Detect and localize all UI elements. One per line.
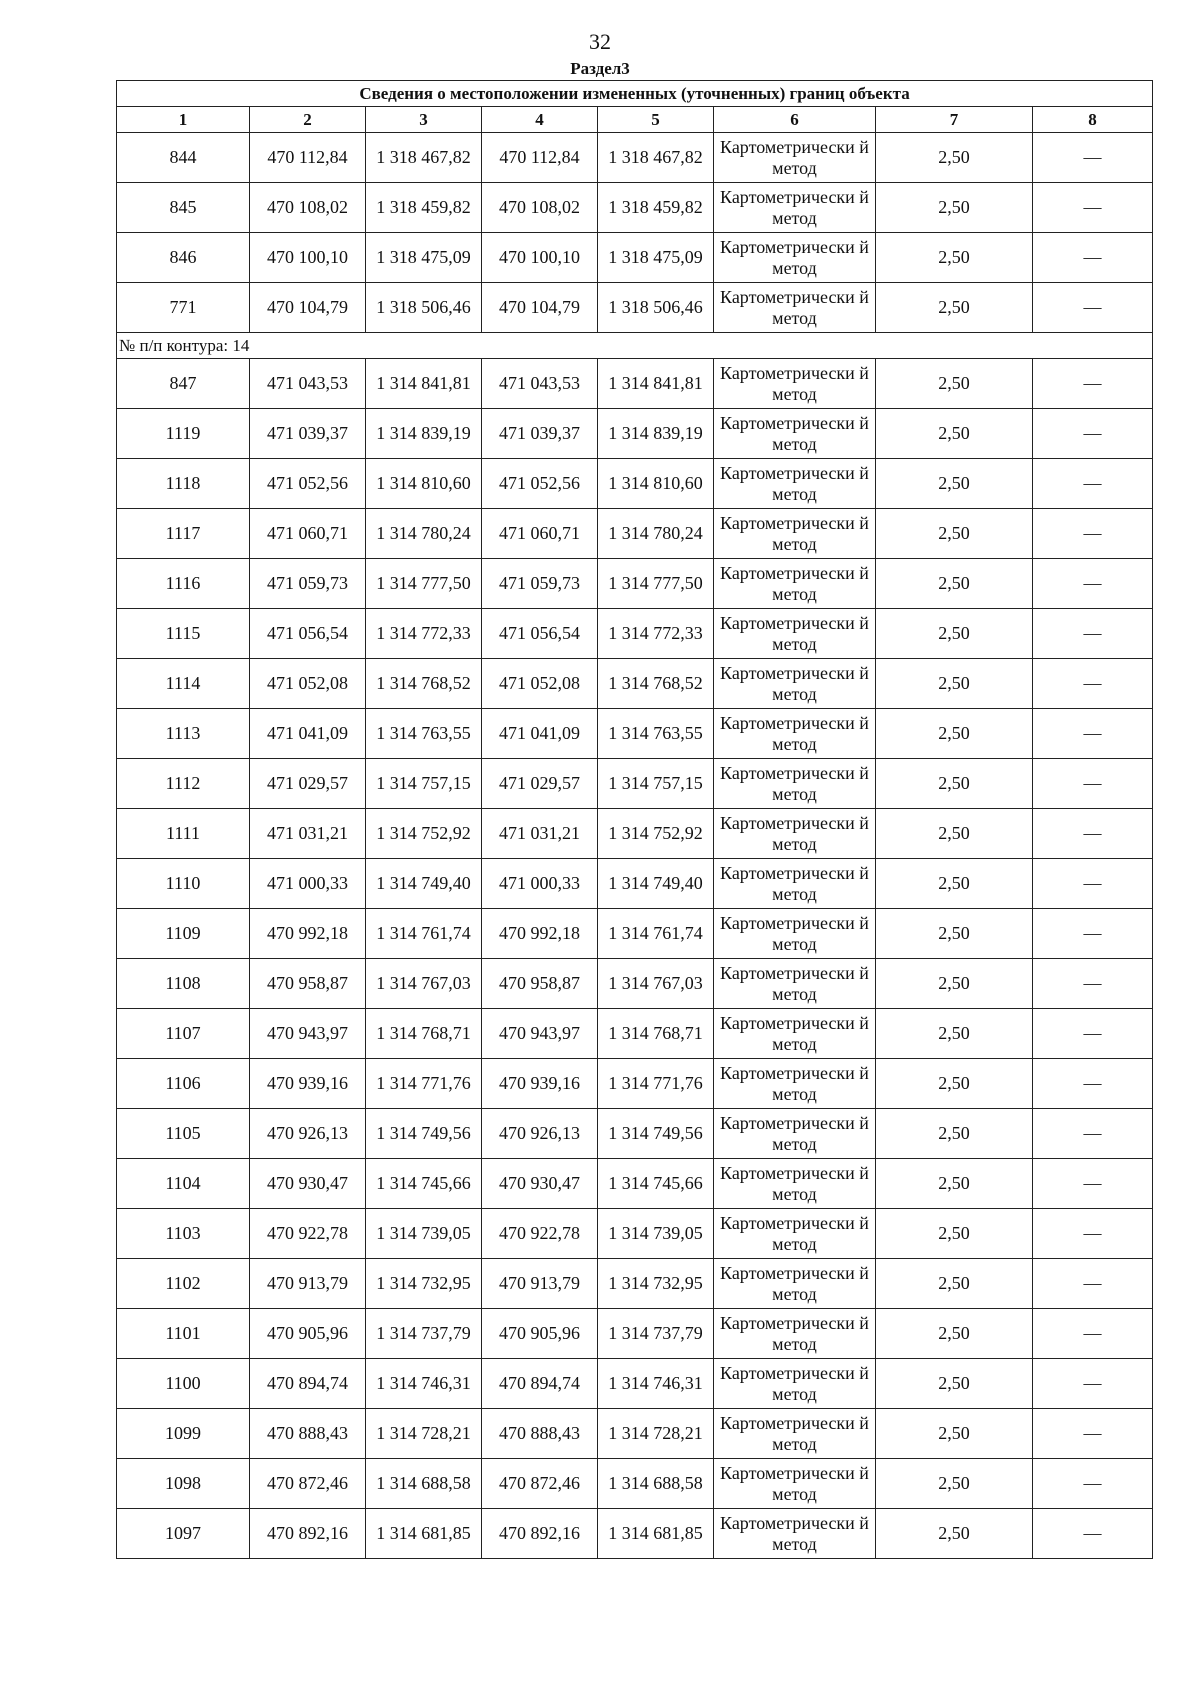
cell-point-number: 1111 — [117, 809, 250, 859]
table-caption-row — [117, 81, 1153, 107]
cell-point-number: 771 — [117, 283, 250, 333]
cell-y-new: 1 314 780,24 — [598, 509, 714, 559]
cell-y-existing: 1 318 475,09 — [366, 233, 482, 283]
cell-note: — — [1033, 283, 1153, 333]
cell-method: Картометрически й метод — [714, 1209, 876, 1259]
column-number-6: 6 — [714, 107, 876, 133]
cell-point-number: 1116 — [117, 559, 250, 609]
cell-accuracy: 2,50 — [876, 283, 1033, 333]
cell-x-new: 470 104,79 — [482, 283, 598, 333]
cell-point-number: 1112 — [117, 759, 250, 809]
table-row — [117, 1009, 1153, 1059]
cell-y-existing: 1 314 780,24 — [366, 509, 482, 559]
cell-accuracy: 2,50 — [876, 1309, 1033, 1359]
table-row — [117, 409, 1153, 459]
cell-method: Картометрически й метод — [714, 1309, 876, 1359]
cell-method: Картометрически й метод — [714, 233, 876, 283]
cell-y-new: 1 314 839,19 — [598, 409, 714, 459]
cell-note: — — [1033, 659, 1153, 709]
cell-note: — — [1033, 609, 1153, 659]
cell-x-new: 471 056,54 — [482, 609, 598, 659]
table-row — [117, 233, 1153, 283]
cell-accuracy: 2,50 — [876, 959, 1033, 1009]
cell-y-new: 1 314 763,55 — [598, 709, 714, 759]
cell-y-existing: 1 314 772,33 — [366, 609, 482, 659]
cell-note: — — [1033, 709, 1153, 759]
column-number-2: 2 — [250, 107, 366, 133]
table-row — [117, 183, 1153, 233]
cell-point-number: 847 — [117, 359, 250, 409]
cell-y-new: 1 314 768,71 — [598, 1009, 714, 1059]
table-row — [117, 133, 1153, 183]
cell-x-new: 471 041,09 — [482, 709, 598, 759]
cell-y-new: 1 314 681,85 — [598, 1509, 714, 1559]
cell-point-number: 1099 — [117, 1409, 250, 1459]
cell-x-existing: 471 031,21 — [250, 809, 366, 859]
cell-y-new: 1 314 772,33 — [598, 609, 714, 659]
cell-y-existing: 1 314 681,85 — [366, 1509, 482, 1559]
cell-method: Картометрически й метод — [714, 759, 876, 809]
table-row — [117, 1209, 1153, 1259]
cell-method: Картометрически й метод — [714, 1159, 876, 1209]
table-row — [117, 359, 1153, 409]
cell-method: Картометрически й метод — [714, 1009, 876, 1059]
cell-y-new: 1 314 761,74 — [598, 909, 714, 959]
cell-accuracy: 2,50 — [876, 409, 1033, 459]
cell-point-number: 1104 — [117, 1159, 250, 1209]
boundary-table — [116, 80, 1153, 1559]
cell-x-new: 470 112,84 — [482, 133, 598, 183]
cell-accuracy: 2,50 — [876, 1409, 1033, 1459]
cell-note: — — [1033, 409, 1153, 459]
cell-y-new: 1 314 767,03 — [598, 959, 714, 1009]
cell-x-new: 470 939,16 — [482, 1059, 598, 1109]
cell-note: — — [1033, 1259, 1153, 1309]
cell-note: — — [1033, 1309, 1153, 1359]
cell-point-number: 844 — [117, 133, 250, 183]
cell-point-number: 845 — [117, 183, 250, 233]
cell-accuracy: 2,50 — [876, 559, 1033, 609]
cell-note: — — [1033, 183, 1153, 233]
cell-x-new: 470 958,87 — [482, 959, 598, 1009]
cell-accuracy: 2,50 — [876, 1009, 1033, 1059]
cell-y-existing: 1 318 467,82 — [366, 133, 482, 183]
cell-x-new: 470 872,46 — [482, 1459, 598, 1509]
cell-y-new: 1 314 752,92 — [598, 809, 714, 859]
cell-x-new: 471 043,53 — [482, 359, 598, 409]
cell-y-new: 1 314 745,66 — [598, 1159, 714, 1209]
cell-x-existing: 471 039,37 — [250, 409, 366, 459]
cell-method: Картометрически й метод — [714, 133, 876, 183]
cell-note: — — [1033, 459, 1153, 509]
cell-method: Картометрически й метод — [714, 609, 876, 659]
cell-accuracy: 2,50 — [876, 183, 1033, 233]
cell-method: Картометрически й метод — [714, 559, 876, 609]
table-caption: Сведения о местоположении измененных (уточненных) границ объекта — [117, 81, 1153, 107]
cell-y-existing: 1 314 761,74 — [366, 909, 482, 959]
cell-y-existing: 1 314 767,03 — [366, 959, 482, 1009]
cell-x-new: 470 913,79 — [482, 1259, 598, 1309]
table-row — [117, 1509, 1153, 1559]
cell-y-new: 1 314 739,05 — [598, 1209, 714, 1259]
cell-method: Картометрически й метод — [714, 1409, 876, 1459]
cell-x-new: 471 052,56 — [482, 459, 598, 509]
cell-x-new: 470 943,97 — [482, 1009, 598, 1059]
cell-method: Картометрически й метод — [714, 1459, 876, 1509]
contour-label: № п/п контура: 14 — [117, 333, 1153, 359]
cell-method: Картометрически й метод — [714, 1259, 876, 1309]
table-row — [117, 1259, 1153, 1309]
cell-x-existing: 470 922,78 — [250, 1209, 366, 1259]
cell-x-existing: 471 052,56 — [250, 459, 366, 509]
cell-y-new: 1 318 475,09 — [598, 233, 714, 283]
cell-x-new: 470 926,13 — [482, 1109, 598, 1159]
cell-x-existing: 470 958,87 — [250, 959, 366, 1009]
cell-point-number: 1108 — [117, 959, 250, 1009]
table-row — [117, 283, 1153, 333]
cell-x-existing: 470 892,16 — [250, 1509, 366, 1559]
table-row — [117, 1409, 1153, 1459]
cell-method: Картометрически й метод — [714, 909, 876, 959]
cell-x-new: 471 060,71 — [482, 509, 598, 559]
cell-y-new: 1 314 732,95 — [598, 1259, 714, 1309]
cell-y-existing: 1 314 746,31 — [366, 1359, 482, 1409]
cell-x-new: 470 905,96 — [482, 1309, 598, 1359]
column-number-row — [117, 107, 1153, 133]
cell-y-new: 1 314 768,52 — [598, 659, 714, 709]
cell-method: Картометрически й метод — [714, 459, 876, 509]
cell-point-number: 1117 — [117, 509, 250, 559]
cell-note: — — [1033, 233, 1153, 283]
cell-y-existing: 1 314 839,19 — [366, 409, 482, 459]
cell-point-number: 1102 — [117, 1259, 250, 1309]
cell-x-new: 470 894,74 — [482, 1359, 598, 1409]
cell-accuracy: 2,50 — [876, 1359, 1033, 1409]
table-row — [117, 609, 1153, 659]
cell-y-new: 1 314 728,21 — [598, 1409, 714, 1459]
cell-point-number: 1115 — [117, 609, 250, 659]
cell-note: — — [1033, 1409, 1153, 1459]
cell-y-new: 1 314 749,40 — [598, 859, 714, 909]
column-number-8: 8 — [1033, 107, 1153, 133]
cell-y-existing: 1 314 732,95 — [366, 1259, 482, 1309]
table-row — [117, 1059, 1153, 1109]
column-number-5: 5 — [598, 107, 714, 133]
cell-accuracy: 2,50 — [876, 1259, 1033, 1309]
cell-point-number: 1110 — [117, 859, 250, 909]
cell-method: Картометрически й метод — [714, 859, 876, 909]
table-body — [117, 81, 1153, 1559]
cell-y-new: 1 314 688,58 — [598, 1459, 714, 1509]
cell-y-new: 1 314 771,76 — [598, 1059, 714, 1109]
column-number-1: 1 — [117, 107, 250, 133]
cell-point-number: 1103 — [117, 1209, 250, 1259]
cell-y-existing: 1 314 728,21 — [366, 1409, 482, 1459]
cell-method: Картометрически й метод — [714, 1059, 876, 1109]
cell-accuracy: 2,50 — [876, 459, 1033, 509]
cell-x-existing: 471 029,57 — [250, 759, 366, 809]
cell-method: Картометрически й метод — [714, 1109, 876, 1159]
cell-y-existing: 1 314 749,56 — [366, 1109, 482, 1159]
cell-x-existing: 471 060,71 — [250, 509, 366, 559]
cell-x-existing: 470 943,97 — [250, 1009, 366, 1059]
table-row — [117, 1309, 1153, 1359]
cell-accuracy: 2,50 — [876, 359, 1033, 409]
cell-y-new: 1 314 841,81 — [598, 359, 714, 409]
cell-point-number: 1105 — [117, 1109, 250, 1159]
table-row — [117, 959, 1153, 1009]
cell-x-existing: 470 100,10 — [250, 233, 366, 283]
cell-y-existing: 1 314 771,76 — [366, 1059, 482, 1109]
table-row — [117, 459, 1153, 509]
table-row — [117, 1159, 1153, 1209]
cell-accuracy: 2,50 — [876, 1209, 1033, 1259]
cell-accuracy: 2,50 — [876, 759, 1033, 809]
table-row — [117, 809, 1153, 859]
cell-y-new: 1 314 737,79 — [598, 1309, 714, 1359]
cell-x-existing: 471 056,54 — [250, 609, 366, 659]
table-row — [117, 1359, 1153, 1409]
cell-method: Картометрически й метод — [714, 959, 876, 1009]
cell-x-existing: 471 059,73 — [250, 559, 366, 609]
cell-note: — — [1033, 1159, 1153, 1209]
cell-note: — — [1033, 809, 1153, 859]
cell-note: — — [1033, 509, 1153, 559]
cell-x-existing: 470 872,46 — [250, 1459, 366, 1509]
cell-x-existing: 470 888,43 — [250, 1409, 366, 1459]
cell-y-existing: 1 314 737,79 — [366, 1309, 482, 1359]
cell-accuracy: 2,50 — [876, 1159, 1033, 1209]
cell-x-new: 471 052,08 — [482, 659, 598, 709]
cell-y-new: 1 314 777,50 — [598, 559, 714, 609]
cell-point-number: 846 — [117, 233, 250, 283]
table-row — [117, 859, 1153, 909]
cell-x-existing: 470 913,79 — [250, 1259, 366, 1309]
cell-point-number: 1107 — [117, 1009, 250, 1059]
cell-method: Картометрически й метод — [714, 409, 876, 459]
contour-row — [117, 333, 1153, 359]
table-row — [117, 709, 1153, 759]
cell-x-new: 470 888,43 — [482, 1409, 598, 1459]
cell-point-number: 1097 — [117, 1509, 250, 1559]
cell-accuracy: 2,50 — [876, 1509, 1033, 1559]
cell-y-existing: 1 314 688,58 — [366, 1459, 482, 1509]
cell-x-new: 470 892,16 — [482, 1509, 598, 1559]
cell-x-existing: 471 052,08 — [250, 659, 366, 709]
column-number-3: 3 — [366, 107, 482, 133]
cell-y-existing: 1 314 752,92 — [366, 809, 482, 859]
cell-accuracy: 2,50 — [876, 909, 1033, 959]
cell-y-existing: 1 314 749,40 — [366, 859, 482, 909]
table-row — [117, 659, 1153, 709]
cell-x-new: 470 930,47 — [482, 1159, 598, 1209]
cell-note: — — [1033, 909, 1153, 959]
cell-x-existing: 470 992,18 — [250, 909, 366, 959]
table-row — [117, 909, 1153, 959]
cell-x-new: 471 029,57 — [482, 759, 598, 809]
cell-y-new: 1 314 810,60 — [598, 459, 714, 509]
cell-accuracy: 2,50 — [876, 709, 1033, 759]
cell-x-new: 470 108,02 — [482, 183, 598, 233]
cell-point-number: 1119 — [117, 409, 250, 459]
cell-y-existing: 1 318 506,46 — [366, 283, 482, 333]
cell-point-number: 1118 — [117, 459, 250, 509]
cell-x-new: 470 100,10 — [482, 233, 598, 283]
cell-method: Картометрически й метод — [714, 359, 876, 409]
cell-note: — — [1033, 1109, 1153, 1159]
cell-x-existing: 470 894,74 — [250, 1359, 366, 1409]
cell-accuracy: 2,50 — [876, 1109, 1033, 1159]
cell-y-new: 1 318 467,82 — [598, 133, 714, 183]
cell-x-new: 471 031,21 — [482, 809, 598, 859]
cell-note: — — [1033, 859, 1153, 909]
table-row — [117, 1109, 1153, 1159]
column-number-4: 4 — [482, 107, 598, 133]
cell-x-existing: 470 104,79 — [250, 283, 366, 333]
cell-note: — — [1033, 959, 1153, 1009]
cell-y-existing: 1 314 810,60 — [366, 459, 482, 509]
cell-accuracy: 2,50 — [876, 133, 1033, 183]
cell-note: — — [1033, 1509, 1153, 1559]
cell-method: Картометрически й метод — [714, 183, 876, 233]
cell-x-existing: 470 930,47 — [250, 1159, 366, 1209]
cell-x-new: 471 039,37 — [482, 409, 598, 459]
cell-method: Картометрически й метод — [714, 509, 876, 559]
cell-y-existing: 1 314 763,55 — [366, 709, 482, 759]
cell-y-existing: 1 314 768,52 — [366, 659, 482, 709]
cell-method: Картометрически й метод — [714, 1509, 876, 1559]
table-row — [117, 1459, 1153, 1509]
cell-note: — — [1033, 133, 1153, 183]
cell-point-number: 1101 — [117, 1309, 250, 1359]
cell-y-new: 1 318 506,46 — [598, 283, 714, 333]
table-row — [117, 559, 1153, 609]
column-number-7: 7 — [876, 107, 1033, 133]
cell-y-existing: 1 314 841,81 — [366, 359, 482, 409]
cell-y-new: 1 314 749,56 — [598, 1109, 714, 1159]
cell-x-existing: 470 108,02 — [250, 183, 366, 233]
cell-note: — — [1033, 759, 1153, 809]
cell-x-existing: 471 041,09 — [250, 709, 366, 759]
cell-note: — — [1033, 359, 1153, 409]
cell-accuracy: 2,50 — [876, 609, 1033, 659]
cell-accuracy: 2,50 — [876, 809, 1033, 859]
cell-y-new: 1 318 459,82 — [598, 183, 714, 233]
cell-y-existing: 1 314 739,05 — [366, 1209, 482, 1259]
section-title: Раздел3 — [570, 59, 630, 78]
cell-x-existing: 470 112,84 — [250, 133, 366, 183]
cell-note: — — [1033, 1009, 1153, 1059]
table-row — [117, 759, 1153, 809]
cell-y-existing: 1 314 745,66 — [366, 1159, 482, 1209]
cell-note: — — [1033, 1459, 1153, 1509]
cell-point-number: 1113 — [117, 709, 250, 759]
cell-x-new: 470 992,18 — [482, 909, 598, 959]
cell-y-existing: 1 318 459,82 — [366, 183, 482, 233]
cell-x-new: 471 059,73 — [482, 559, 598, 609]
cell-method: Картометрически й метод — [714, 283, 876, 333]
cell-y-new: 1 314 746,31 — [598, 1359, 714, 1409]
cell-y-existing: 1 314 777,50 — [366, 559, 482, 609]
cell-x-existing: 470 905,96 — [250, 1309, 366, 1359]
cell-point-number: 1098 — [117, 1459, 250, 1509]
cell-point-number: 1106 — [117, 1059, 250, 1109]
table-row — [117, 509, 1153, 559]
cell-accuracy: 2,50 — [876, 659, 1033, 709]
cell-accuracy: 2,50 — [876, 233, 1033, 283]
cell-method: Картометрически й метод — [714, 659, 876, 709]
cell-accuracy: 2,50 — [876, 1059, 1033, 1109]
cell-accuracy: 2,50 — [876, 859, 1033, 909]
cell-x-new: 471 000,33 — [482, 859, 598, 909]
cell-x-existing: 470 939,16 — [250, 1059, 366, 1109]
cell-note: — — [1033, 1209, 1153, 1259]
cell-point-number: 1100 — [117, 1359, 250, 1409]
cell-method: Картометрически й метод — [714, 709, 876, 759]
cell-x-existing: 471 043,53 — [250, 359, 366, 409]
cell-point-number: 1114 — [117, 659, 250, 709]
cell-note: — — [1033, 1359, 1153, 1409]
cell-method: Картометрически й метод — [714, 809, 876, 859]
cell-y-existing: 1 314 768,71 — [366, 1009, 482, 1059]
cell-x-new: 470 922,78 — [482, 1209, 598, 1259]
cell-x-existing: 471 000,33 — [250, 859, 366, 909]
cell-accuracy: 2,50 — [876, 1459, 1033, 1509]
cell-y-existing: 1 314 757,15 — [366, 759, 482, 809]
cell-accuracy: 2,50 — [876, 509, 1033, 559]
cell-note: — — [1033, 559, 1153, 609]
cell-y-new: 1 314 757,15 — [598, 759, 714, 809]
cell-point-number: 1109 — [117, 909, 250, 959]
cell-note: — — [1033, 1059, 1153, 1109]
cell-method: Картометрически й метод — [714, 1359, 876, 1409]
page-number: 32 — [589, 29, 611, 54]
cell-x-existing: 470 926,13 — [250, 1109, 366, 1159]
